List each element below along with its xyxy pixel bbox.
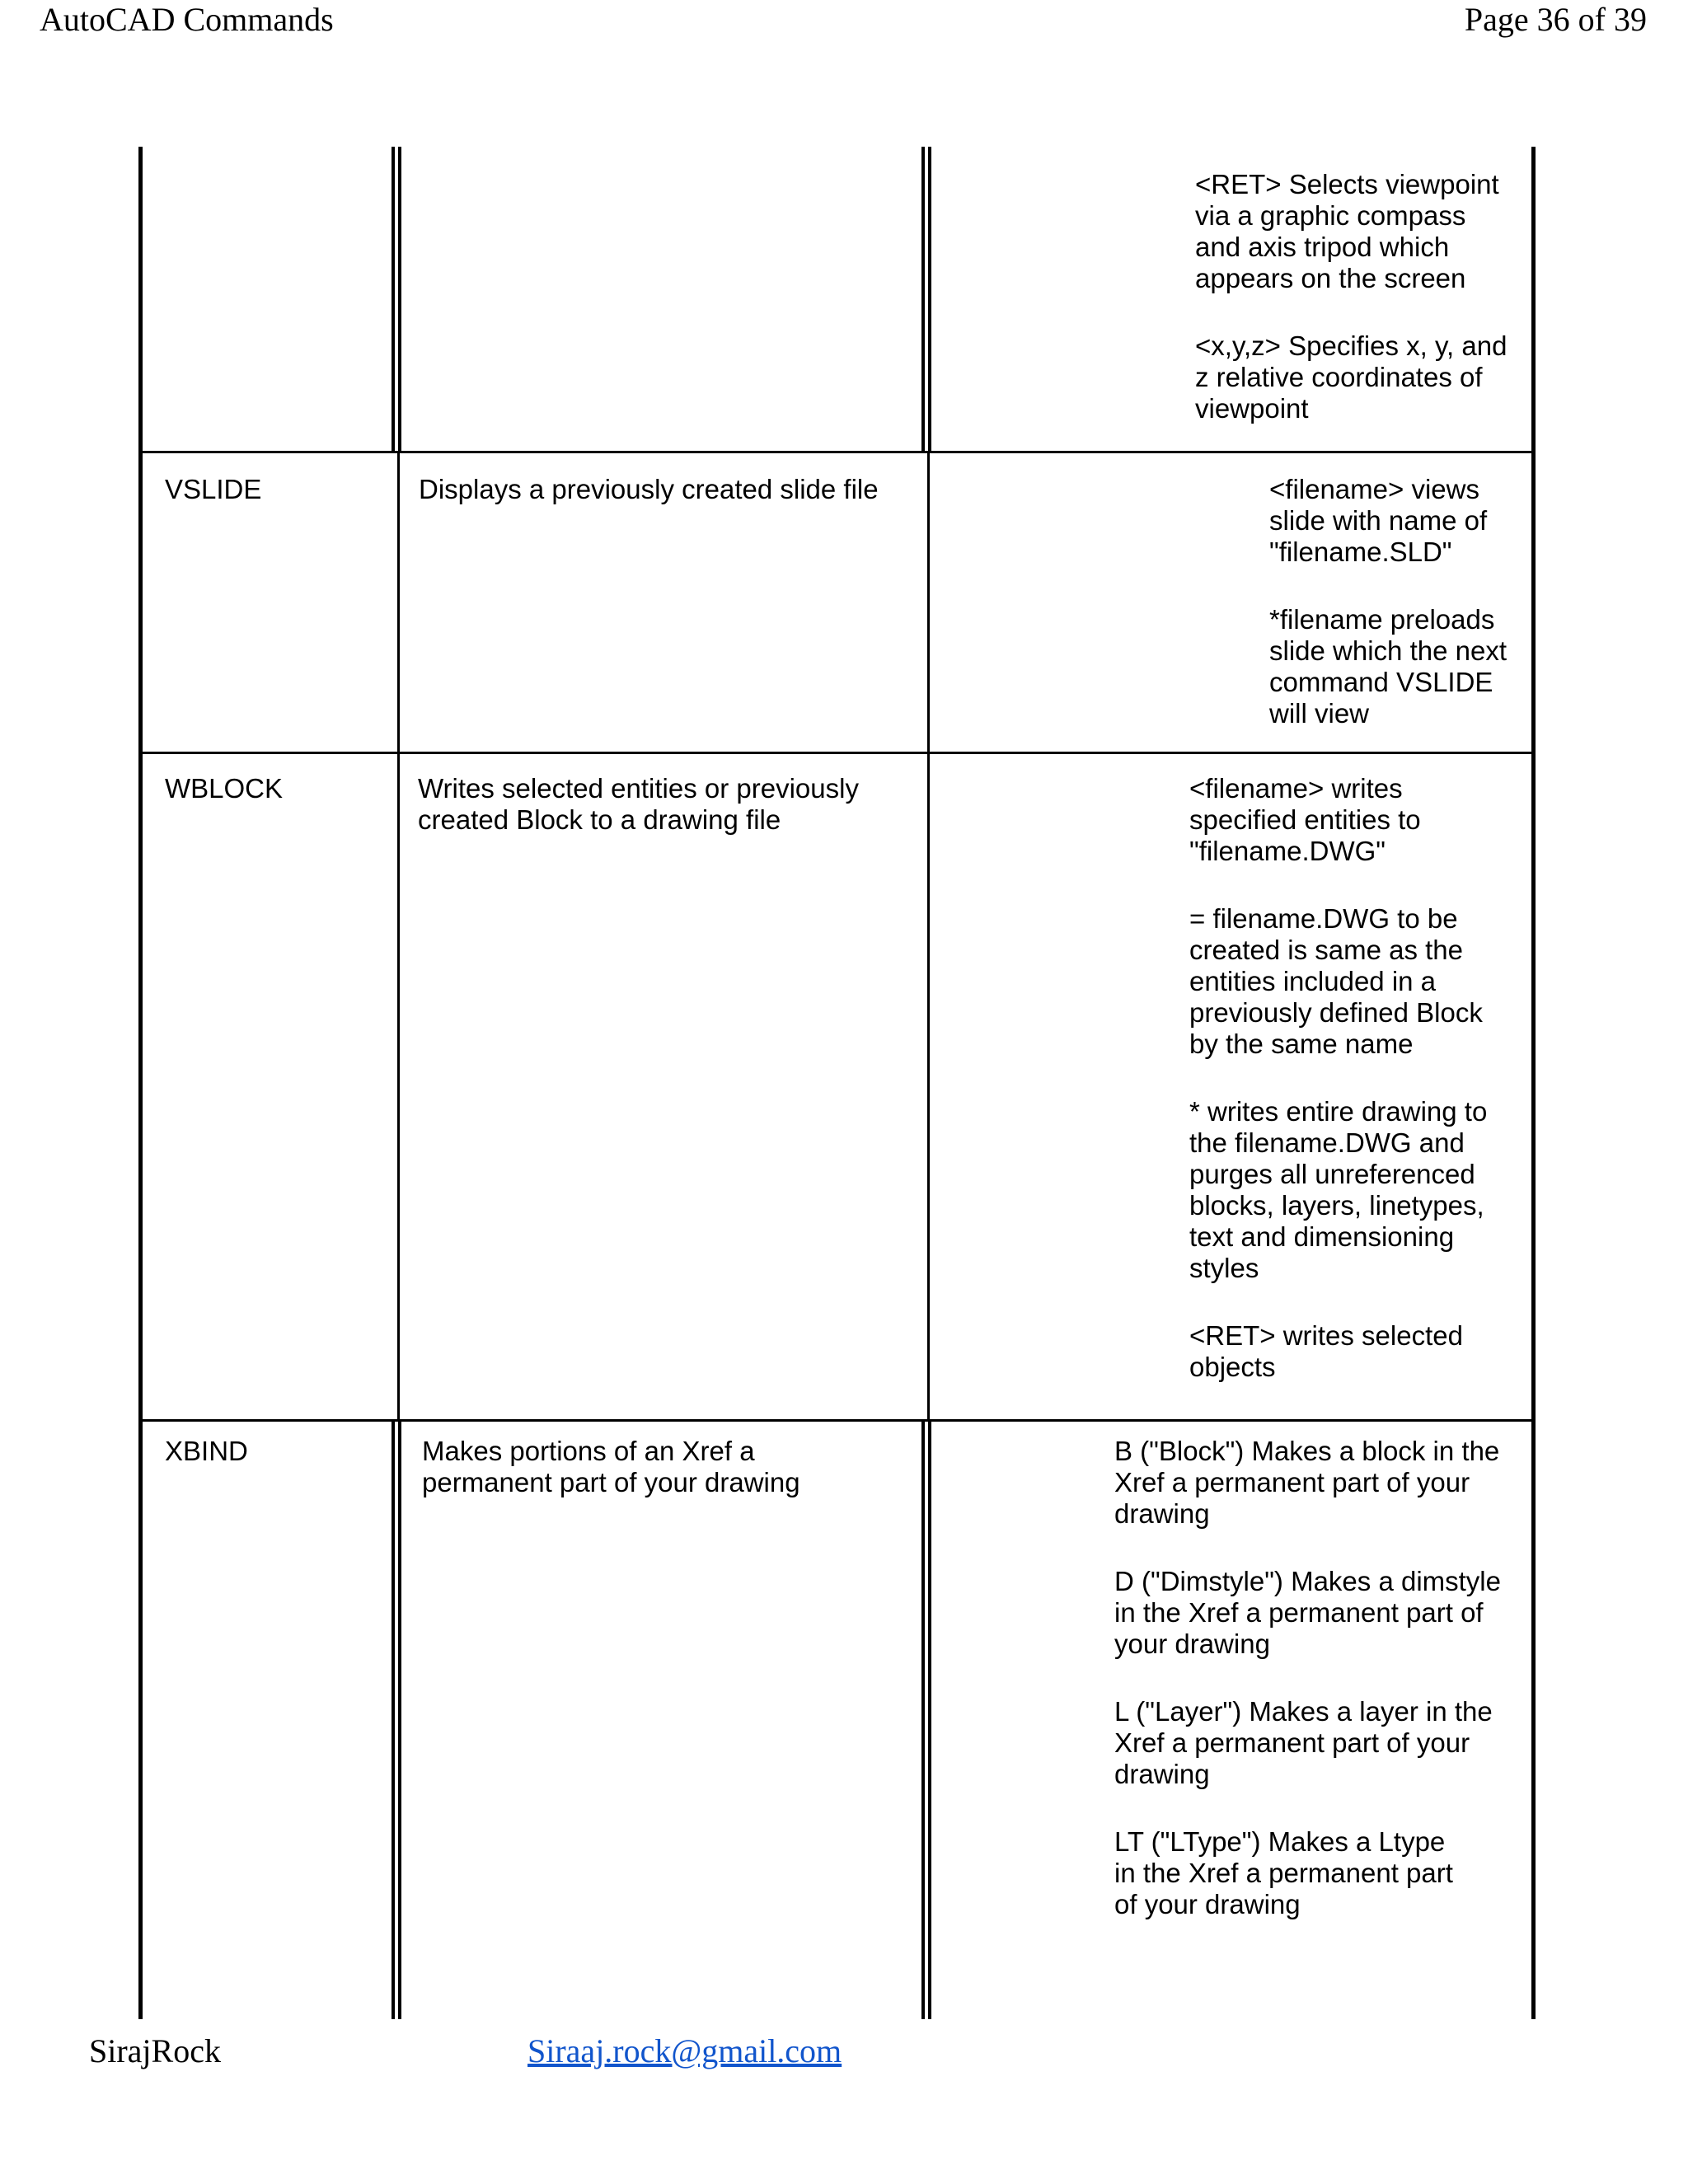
options-cell: [1195, 169, 1508, 424]
footer-email-link[interactable]: Siraaj.rock@gmail.com: [528, 2032, 842, 2069]
option-text: *filename preloads slide which the next command VSLIDE will view: [1269, 604, 1507, 729]
row-divider: [138, 752, 1536, 754]
col-divider: [392, 147, 395, 452]
options-cell: [1269, 474, 1517, 729]
command-description: Writes selected entities or previously created Block to a drawing file: [418, 773, 859, 835]
col-divider: [928, 1420, 931, 2019]
command-name: WBLOCK: [165, 773, 284, 804]
command-name: VSLIDE: [165, 474, 262, 504]
col-divider: [921, 1420, 925, 2019]
option-text: <RET> Selects viewpoint via a graphic compass and axis tripod which appears on the screen: [1195, 169, 1499, 293]
row-continuation: [1195, 169, 1525, 449]
col-divider: [398, 1420, 401, 2019]
table-left-border: [138, 147, 143, 2019]
table-right-border: [1531, 147, 1536, 2019]
option-text: = filename.DWG to be created is same as the entities included in a previously defined Block by the same name: [1189, 903, 1483, 1059]
document-title: AutoCAD Commands: [40, 1, 334, 38]
option-text: * writes entire drawing to the filename.DWG and purges all unreferenced blocks, layers, linetypes, text and dimensioning styles: [1189, 1096, 1488, 1283]
footer-author: SirajRock: [89, 2032, 221, 2069]
option-text: <RET> writes selected objects: [1189, 1320, 1463, 1382]
option-text: L ("Layer") Makes a layer in the Xref a permanent part of your drawing: [1114, 1696, 1493, 1789]
options-cell: [1189, 773, 1511, 1383]
option-text: D ("Dimstyle") Makes a dimstyle in the Xref a permanent part of your drawing: [1114, 1566, 1501, 1659]
option-text: <filename> writes specified entities to "filename.DWG": [1189, 773, 1421, 866]
col-divider: [927, 452, 930, 1420]
row-divider: [138, 1419, 1536, 1422]
col-divider: [921, 147, 925, 452]
col-divider: [392, 1420, 395, 2019]
command-description: Makes portions of an Xref a permanent part of your drawing: [422, 1436, 800, 1497]
row-divider: [138, 451, 1536, 453]
command-description: Displays a previously created slide file: [419, 474, 879, 504]
col-divider: [928, 147, 931, 452]
option-text: LT ("LType") Makes a Ltype in the Xref a permanent part of your drawing: [1114, 1826, 1453, 1919]
option-text: <x,y,z> Specifies x, y, and z relative coordinates of viewpoint: [1195, 330, 1507, 424]
option-text: B ("Block") Makes a block in the Xref a permanent part of your drawing: [1114, 1436, 1500, 1529]
col-divider: [397, 452, 400, 1420]
page-number: Page 36 of 39: [1464, 1, 1647, 38]
option-text: <filename> views slide with name of "filename.SLD": [1269, 474, 1488, 567]
command-name: XBIND: [165, 1436, 248, 1466]
options-cell: [1114, 1436, 1518, 1920]
col-divider: [398, 147, 401, 452]
